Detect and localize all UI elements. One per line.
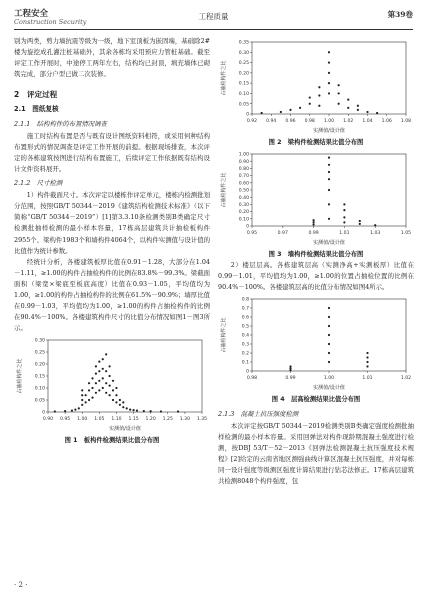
x-tick-label: 0.95 [59, 417, 71, 423]
figure-3 [218, 148, 414, 260]
y-tick-label: 0.4 [241, 334, 249, 340]
x-axis-label: 实测值/设计值 [109, 426, 141, 433]
x-tick-label: 1.00 [323, 119, 335, 124]
data-point [309, 96, 311, 98]
data-point [81, 404, 83, 406]
data-point [119, 404, 121, 406]
y-tick-label: 0.05 [34, 398, 45, 404]
data-point [328, 157, 330, 159]
x-tick-label: 1.35 [196, 417, 208, 423]
x-tick-label: 0.98 [246, 376, 258, 382]
data-point [366, 366, 368, 368]
y-tick-label: 0.20 [238, 71, 249, 77]
data-point [122, 402, 124, 404]
data-point [289, 109, 291, 111]
x-tick-label: 0.96 [285, 119, 296, 124]
data-point [115, 394, 117, 396]
data-point [112, 380, 114, 382]
intro-paragraph: 别为两类，剪力墙抗震等级为一级，地下室顶板为嵌固端，基础除2#楼为旋挖成孔灌注桩基础外，其余各栋均采用预应力管桩基础。截至评定工作开展时，中途停工两年左右，结构均已封顶，填充墙体已砌筑完成，部分户型已做二次装修。 [14, 37, 210, 79]
data-point [328, 82, 330, 84]
volume-number: 第39卷 [387, 10, 413, 19]
y-tick-label: 0 [246, 112, 249, 118]
y-tick-label: 0 [42, 410, 45, 416]
y-tick-label: 0.25 [34, 350, 45, 356]
paragraph: 施工时结构布置是否与既有设计图纸资料相符，或采用何种结构布置形式的情况调查是评定工作开展的前提。根据现场排查，本次评定的各栋建筑按图进行结构布置施工，后续评定工作依据既有结构设计文件资料展开。 [14, 131, 210, 173]
y-tick-label: 0.25 [238, 61, 249, 67]
data-point [112, 399, 114, 401]
data-point [91, 387, 93, 389]
right-column [218, 36, 414, 487]
data-point [105, 392, 107, 394]
paragraph: 1）构件截面尺寸。本次评定以楼栋作评定单元，楼栋内检测批划分范围，按照GB/T 50344－2019《建筑结构检测技术标准》（以下简称“GB/T 50344－2019”）[1]第3.3.10条检测类别B类确定尺寸检测批抽样检测的最小样本容量，17栋高层建筑共计抽检板构件2955个、梁构件1983个和墙构件4064个，以构件实测值与设计值的比值作为统计参数。 [14, 191, 210, 255]
data-point [347, 99, 349, 101]
data-point [313, 221, 315, 223]
y-tick-label: 0.40 [238, 195, 249, 201]
data-point [74, 409, 76, 411]
x-tick-label: 1.03 [370, 231, 381, 237]
figure-2 [218, 36, 414, 148]
data-point [328, 203, 330, 205]
data-point [328, 61, 330, 63]
data-point [338, 92, 340, 94]
y-tick-label: 0.1 [241, 361, 249, 367]
data-point [105, 370, 107, 372]
y-tick-label: 0.8 [241, 298, 249, 304]
data-point [299, 107, 301, 109]
data-point [115, 387, 117, 389]
data-point [289, 366, 291, 368]
y-tick-label: 0.7 [241, 307, 249, 313]
y-tick-label: 0.20 [34, 362, 45, 368]
data-point [359, 220, 361, 222]
data-point [54, 411, 56, 413]
figure-4 [218, 293, 414, 405]
data-point [328, 92, 330, 94]
y-tick-label: 0.15 [34, 374, 45, 380]
data-point [313, 224, 315, 226]
data-point [109, 375, 111, 377]
data-point [88, 399, 90, 401]
data-point [328, 325, 330, 327]
data-point [136, 410, 138, 412]
data-point [105, 382, 107, 384]
x-axis-label: 实测值/设计值 [313, 240, 345, 247]
data-point [85, 402, 87, 404]
x-tick-label: 1.05 [94, 417, 105, 423]
x-tick-label: 1.00 [323, 376, 335, 382]
y-tick-label: 0.30 [238, 50, 249, 56]
x-tick-label: 0.92 [246, 119, 258, 124]
x-axis-label: 实测值/设计值 [313, 385, 345, 392]
x-tick-label: 0.99 [308, 231, 319, 237]
left-column [14, 36, 210, 446]
x-tick-label: 0.90 [42, 417, 54, 423]
y-tick-label: 0.10 [34, 386, 45, 392]
data-point [98, 380, 100, 382]
header-rule [14, 29, 413, 30]
data-point [313, 219, 315, 221]
y-tick-label: 0.5 [241, 325, 249, 331]
data-point [95, 373, 97, 375]
data-point [343, 209, 345, 211]
x-tick-label: 1.02 [400, 376, 412, 382]
data-point [261, 112, 263, 114]
data-point [328, 189, 330, 191]
data-point [280, 111, 282, 113]
data-point [102, 378, 104, 380]
data-point [343, 221, 345, 223]
y-axis-label: 占抽检构件之比 [221, 172, 227, 208]
data-point [318, 94, 320, 96]
figure-caption: 图 4 层高检测结果比值分布图 [271, 396, 361, 404]
y-tick-label: 0 [246, 224, 249, 230]
data-point [132, 409, 134, 411]
y-tick-label: 0.6 [241, 316, 249, 322]
journal-title-en: Construction Security [14, 18, 87, 26]
data-point [328, 171, 330, 173]
x-tick-label: 1.08 [400, 119, 412, 124]
data-point [109, 385, 111, 387]
y-tick-label: 0.60 [238, 181, 249, 187]
data-point [129, 409, 131, 411]
data-point [338, 84, 340, 86]
x-tick-label: 1.00 [77, 417, 88, 423]
page-number: · 2 · [14, 581, 28, 589]
data-point [95, 382, 97, 384]
data-point [95, 392, 97, 394]
y-tick-label: 0.35 [238, 40, 249, 46]
data-point [343, 203, 345, 205]
y-tick-label: 0.90 [238, 159, 249, 165]
running-title: 工程质量 [198, 12, 229, 21]
data-point [328, 178, 330, 180]
x-tick-label: 1.20 [145, 417, 156, 423]
y-tick-label: 0.10 [238, 92, 249, 98]
data-point [357, 109, 359, 111]
data-point [64, 410, 66, 412]
data-point [71, 410, 73, 412]
figure-caption: 图 2 梁构件检测结果比值分布图 [268, 139, 364, 146]
data-point [85, 394, 87, 396]
subsubsection-heading: 2.1.1 结构构件的布置情况调查 [14, 119, 107, 128]
section-heading: 2 评定过程 [14, 90, 58, 100]
data-point [328, 343, 330, 345]
data-point [81, 390, 83, 392]
data-point [359, 223, 361, 225]
data-point [357, 105, 359, 107]
data-point [366, 111, 368, 113]
x-tick-label: 1.10 [111, 417, 122, 423]
paragraph: 2）楼层层高。各栋建筑层高（实测净高+实测板厚）比值在0.99－1.01，平均值均为1.00，≥1.00的位置占抽检位置的比例在90.4%－100%。各楼建筑层高的比值分布情况如图4所示。 [218, 261, 414, 292]
data-point [91, 397, 93, 399]
data-point [328, 218, 330, 220]
chart-1 [14, 334, 210, 434]
data-point [150, 411, 152, 413]
x-tick-label: 1.01 [339, 231, 350, 237]
y-tick-label: 0.05 [238, 102, 249, 108]
x-tick-label: 0.98 [304, 119, 315, 124]
x-tick-label: 0.95 [246, 231, 258, 237]
data-point [309, 103, 311, 105]
y-tick-label: 0.10 [238, 217, 249, 223]
y-tick-label: 0.70 [238, 174, 249, 180]
data-point [98, 361, 100, 363]
data-point [328, 361, 330, 363]
data-point [119, 399, 121, 401]
data-point [98, 390, 100, 392]
figure-1 [14, 334, 210, 446]
data-point [112, 390, 114, 392]
data-point [91, 378, 93, 380]
y-tick-label: 0 [246, 370, 249, 376]
data-point [105, 354, 107, 356]
x-tick-label: 0.97 [277, 231, 288, 237]
paragraph: 本次评定按GB/T 50344－2019检测类别B类确定强度检测批抽样检测的最小样本容量。采用回弹法对构件现龄期混凝土强度进行检测，按DBJ 53/T－52－2013《回弹法检测混凝土抗压强度技术规程》[2]给定的云南省地区测强曲线计算区混凝土抗压强度，并对每栋同一设计强度等级测区强度计算结果进行钻芯法修正。17栋高层建筑共检测8048个构件强度，包 [218, 421, 414, 486]
subsubsection-heading: 2.1.3 混凝土抗压强度检测 [218, 409, 299, 418]
page-header [14, 6, 413, 28]
data-point [328, 352, 330, 354]
paragraph: 经统计分析，各楼建筑板厚比值在0.91－1.28，大部分在1.04－1.11，≥1.00的构件占抽检构件的比例在83.8%－99.3%。梁截面面积（梁宽×梁底至板底高度）比值在0.93－1.05，平均值均为1.00，≥1.00的构件占抽检构件的比例在61.5%－90.9%；墙厚比值在0.99－1.03，平均值均为1.00，≥1.00的构件占抽检构件的比例在90.4%－100%。各楼建筑构件尺寸的比值分布情况如图1－图3所示。 [14, 257, 210, 333]
data-point [160, 411, 162, 413]
data-point [328, 334, 330, 336]
y-tick-label: 0.2 [241, 352, 249, 358]
data-point [88, 390, 90, 392]
y-axis-label: 占抽检构件之比 [221, 317, 227, 353]
data-point [343, 216, 345, 218]
x-tick-label: 0.99 [285, 376, 296, 382]
data-point [102, 368, 104, 370]
x-tick-label: 0.94 [266, 119, 277, 124]
data-point [328, 51, 330, 53]
x-axis-label: 实测值/设计值 [313, 128, 345, 134]
subsection-heading: 2.1 图纸复核 [14, 105, 59, 114]
y-tick-label: 0.30 [238, 203, 249, 209]
y-tick-label: 0.50 [238, 188, 249, 194]
x-tick-label: 1.06 [381, 119, 392, 124]
data-point [98, 370, 100, 372]
data-point [102, 387, 104, 389]
x-tick-label: 1.25 [162, 417, 173, 423]
y-tick-label: 0.80 [238, 167, 249, 173]
x-tick-label: 1.02 [343, 119, 354, 124]
data-point [318, 105, 320, 107]
chart-4 [218, 293, 414, 393]
data-point [109, 394, 111, 396]
data-point [122, 406, 124, 408]
data-point [81, 394, 83, 396]
data-point [366, 361, 368, 363]
subsubsection-heading: 2.1.2 尺寸检测 [14, 179, 63, 188]
data-point [78, 408, 80, 410]
data-point [366, 352, 368, 354]
chart-2 [218, 36, 414, 136]
data-point [328, 316, 330, 318]
x-tick-label: 1.01 [362, 376, 373, 382]
data-point [338, 103, 340, 105]
y-tick-label: 0.15 [238, 81, 249, 87]
data-point [374, 224, 376, 226]
y-tick-label: 0.30 [34, 338, 45, 344]
chart-3 [218, 148, 414, 248]
data-point [328, 72, 330, 74]
y-tick-label: 1.00 [238, 152, 249, 158]
y-axis-label: 占抽检构件之比 [17, 358, 23, 394]
data-point [88, 382, 90, 384]
data-point [328, 164, 330, 166]
data-point [366, 357, 368, 359]
data-point [376, 112, 378, 114]
x-tick-label: 1.04 [362, 119, 373, 124]
y-tick-label: 0.20 [238, 210, 249, 216]
data-point [143, 410, 145, 412]
data-point [177, 411, 179, 413]
data-point [347, 107, 349, 109]
y-tick-label: 0.3 [241, 343, 249, 349]
figure-caption: 图 3 墙构件检测结果比值分布图 [268, 251, 364, 259]
data-point [115, 402, 117, 404]
x-tick-label: 1.05 [400, 231, 412, 237]
x-tick-label: 1.30 [179, 417, 191, 423]
data-point [109, 366, 111, 368]
figure-caption: 图 1 板构件检测结果比值分布图 [64, 437, 160, 445]
x-tick-label: 1.15 [128, 417, 139, 423]
data-point [318, 86, 320, 88]
data-point [81, 399, 83, 401]
data-point [328, 307, 330, 309]
data-point [126, 408, 128, 410]
data-point [95, 366, 97, 368]
y-axis-label: 占抽检构件之比 [221, 60, 227, 96]
plot-frame [48, 340, 202, 412]
data-point [102, 358, 104, 360]
journal-title: 工程安全 [14, 9, 49, 19]
